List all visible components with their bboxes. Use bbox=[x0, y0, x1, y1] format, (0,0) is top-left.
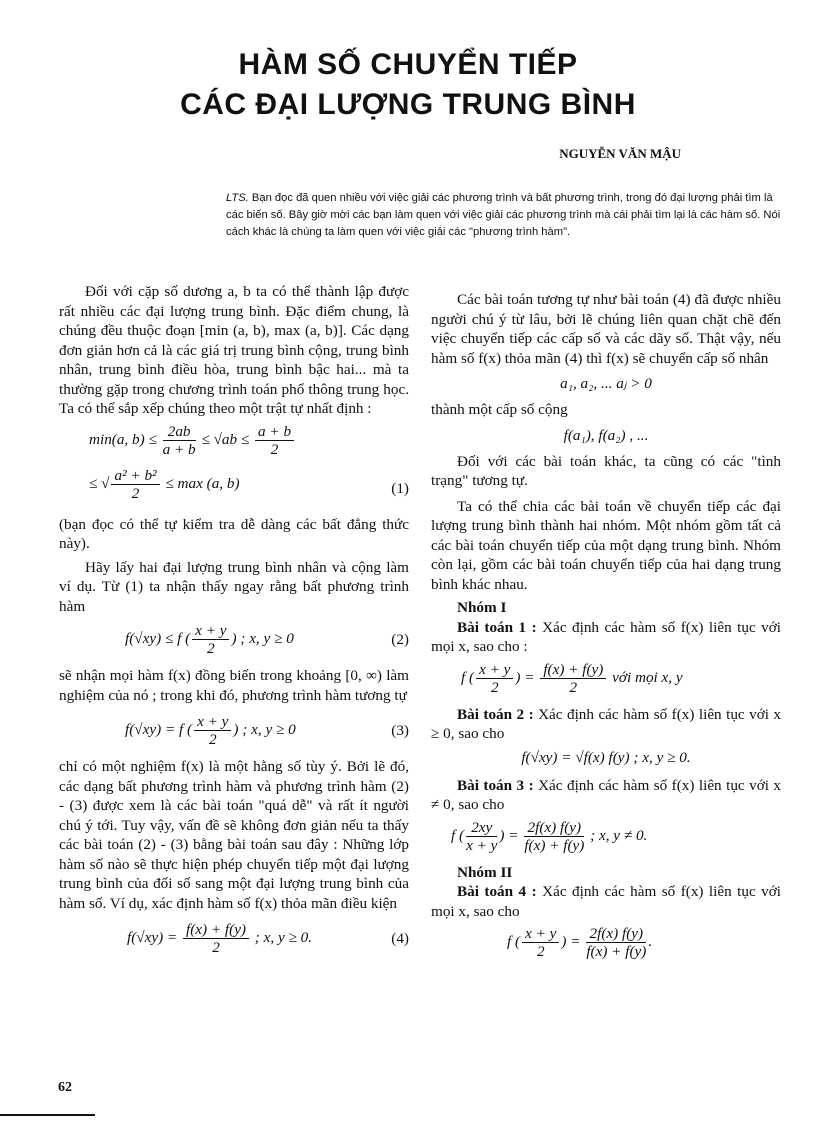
problem-3-equation bbox=[451, 819, 781, 863]
paragraph: thành một cấp số cộng bbox=[431, 401, 568, 418]
editor-note-tag: LTS. bbox=[226, 192, 249, 204]
eq-text: f(√xy) = bbox=[127, 928, 181, 946]
paragraph: Đối với các bài toán khác, ta cũng có các "tình trạng" tương tự. bbox=[431, 452, 781, 489]
eq-text: f(√xy) = f ( bbox=[125, 720, 193, 738]
sequence-geometric bbox=[431, 374, 781, 400]
eq-numerator: x + y bbox=[476, 661, 513, 679]
problem-4-equation bbox=[507, 925, 781, 969]
eq-text: ≤ √ab ≤ bbox=[197, 430, 254, 448]
eq-text: ) ; x, y ≥ 0 bbox=[231, 629, 294, 647]
eq-denominator: 2 bbox=[131, 484, 140, 502]
eq-numerator: x + y bbox=[192, 622, 229, 640]
eq-denominator: x + y bbox=[466, 836, 498, 854]
problem-text: Xác định các hàm số f(x) liên tục với x ≥ 0, sao cho bbox=[431, 705, 781, 742]
eq-numerator: x + y bbox=[194, 713, 231, 731]
author: NGUYỄN VĂN MẬU bbox=[559, 146, 681, 161]
eq-text: ) ; x, y ≥ 0 bbox=[233, 720, 296, 738]
group-heading-2: Nhóm II bbox=[457, 863, 513, 881]
equation-3 bbox=[125, 713, 409, 757]
eq-text: ; x, y ≠ 0. bbox=[586, 826, 648, 844]
eq-text: min(a, b) ≤ bbox=[89, 430, 161, 448]
article-title-line2: CÁC ĐẠI LƯỢNG TRUNG BÌNH bbox=[180, 88, 636, 121]
problem-4 bbox=[431, 882, 781, 921]
eq-numerator: a + b bbox=[255, 423, 294, 441]
paragraph: sẽ nhận mọi hàm f(x) đồng biến trong khoảng [0, ∞) làm nghiệm của nó ; trong khi đó, phương trình hàm tương tự bbox=[59, 667, 409, 704]
equation-1b bbox=[89, 467, 409, 515]
eq-text: ; x, y ≥ 0. bbox=[251, 928, 313, 946]
problem-text: Xác định các hàm số f(x) liên tục với mọi x, sao cho : bbox=[431, 618, 781, 655]
eq-numerator: 2ab bbox=[163, 423, 196, 441]
problem-1 bbox=[431, 618, 781, 657]
group-heading-1: Nhóm I bbox=[457, 599, 507, 616]
article-title-line1: HÀM SỐ CHUYỂN TIẾP bbox=[238, 48, 578, 81]
paragraph: Đối với cặp số dương a, b ta có thể thành lập được rất nhiều các đại lượng trung bình. Đặc điểm chung, là chúng đều thuộc đoạn [min (a, b), max (a, b)]. Các dạng đơn giản hơn cả là các giá trị trung bình cộng, trung bình nhân, trung bình điều hòa, trung bình bậc hai... mà ta thường gặp trong chương trình toán phổ thông trung học. Ta có thể sắp xếp chúng theo một trật tự nhất định : bbox=[59, 283, 409, 417]
problem-label: Bài toán 4 : bbox=[457, 883, 537, 900]
eq-numerator: a² + b² bbox=[111, 467, 159, 485]
editor-note-text: Bạn đọc đã quen nhiều với việc giải các phương trình và bất phương trình, trong đó đại lượng phải tìm là các biến số. Bây giờ mời các bạn làm quen với việc giải các phương trình mà cái phải tìm lại là các hàm số. Nói cách khác là chúng ta làm quen với việc giải các "phương trình hàm". bbox=[226, 192, 781, 238]
paragraph: Ta có thể chia các bài toán về chuyển tiếp các đại lượng trung bình thành hai nhóm. Một nhóm gồm tất cả các bài toán chuyển tiếp của một dạng trung bình. Nhóm còn lại, gồm các bài toán chuyển tiếp của hai dạng trung bình khác nhau. bbox=[431, 497, 781, 593]
problem-2-equation bbox=[431, 748, 781, 776]
problem-text: Xác định các hàm số f(x) liên tục với mọi x, sao cho bbox=[431, 883, 781, 920]
eq-text: f(a₁), f(a₂) , ... bbox=[563, 426, 649, 444]
eq-text: ) = bbox=[515, 668, 539, 686]
editor-note bbox=[226, 190, 786, 241]
equation-number: (4) bbox=[391, 930, 409, 947]
eq-numerator: f(x) + f(y) bbox=[183, 921, 249, 939]
eq-denominator: 2 bbox=[212, 939, 220, 956]
equation-number: (3) bbox=[391, 722, 409, 739]
eq-text: a₁, a₂, ... aⱼ > 0 bbox=[560, 375, 652, 392]
eq-denominator: 2 bbox=[569, 678, 578, 696]
eq-text: f(√xy) ≤ f ( bbox=[125, 629, 191, 647]
problem-1-equation bbox=[461, 661, 781, 705]
eq-denominator: f(x) + f(y) bbox=[524, 836, 585, 854]
equation-1a bbox=[89, 423, 409, 467]
eq-text: ) = bbox=[499, 826, 523, 844]
page-number: 62 bbox=[58, 1080, 72, 1095]
eq-numerator: f(x) + f(y) bbox=[540, 661, 606, 679]
paragraph: Hãy lấy hai đại lượng trung bình nhân và cộng làm ví dụ. Từ (1) ta nhận thấy ngay rằng bất phương trình hàm bbox=[59, 558, 409, 615]
eq-text: f(√xy) = √f(x) f(y) ; x, y ≥ 0. bbox=[521, 748, 691, 766]
eq-denominator: 2 bbox=[270, 440, 279, 458]
left-column bbox=[59, 282, 409, 961]
eq-denominator: a + b bbox=[162, 440, 196, 458]
eq-denominator: 2 bbox=[490, 678, 499, 696]
footer-rule bbox=[0, 1114, 95, 1116]
eq-numerator: 2xy bbox=[466, 819, 497, 837]
eq-text: với mọi x, y bbox=[608, 668, 683, 686]
eq-text: . bbox=[648, 932, 653, 950]
eq-text: f ( bbox=[461, 668, 475, 686]
eq-denominator: 2 bbox=[208, 731, 217, 748]
eq-text: f ( bbox=[507, 932, 521, 950]
eq-numerator: 2f(x) f(y) bbox=[586, 925, 646, 943]
problem-2 bbox=[431, 705, 781, 744]
eq-numerator: x + y bbox=[522, 925, 559, 943]
eq-text: ≤ √ bbox=[89, 474, 110, 492]
equation-number: (2) bbox=[391, 631, 409, 648]
problem-label: Bài toán 1 : bbox=[457, 618, 537, 636]
equation-number: (1) bbox=[391, 479, 409, 497]
paragraph: chỉ có một nghiệm f(x) là một hằng số tùy ý. Bởi lẽ đó, các dạng bất phương trình hàm và phương trình hàm (2) - (3) được xem là các bài toán "quá dễ" và rất ít người chú ý tới. Tuy vậy, vấn đề sẽ không đơn giản nếu ta thấy các bài toán (2) - (3) bằng bài toán sau đây : Những lớp hàm số nào sẽ thực hiện phép chuyển tiếp một đại lượng trung bình của đối số sang một đại lượng trung bình của hàm số. Ví dụ, xác định hàm số f(x) thỏa mãn điều kiện bbox=[59, 758, 409, 912]
sequence-arithmetic bbox=[431, 426, 781, 452]
eq-text: ) = bbox=[561, 932, 585, 950]
eq-numerator: 2f(x) f(y) bbox=[524, 819, 584, 837]
problem-label: Bài toán 2 : bbox=[457, 705, 534, 723]
problem-label: Bài toán 3 : bbox=[457, 776, 534, 794]
right-column bbox=[431, 290, 781, 969]
eq-denominator: 2 bbox=[207, 640, 215, 657]
eq-denominator: f(x) + f(y) bbox=[586, 943, 647, 960]
eq-text: ≤ max (a, b) bbox=[161, 474, 240, 492]
equation-4 bbox=[127, 921, 409, 961]
problem-text: Xác định các hàm số f(x) liên tục với x ≠ 0, sao cho bbox=[431, 776, 781, 813]
equation-2 bbox=[125, 622, 409, 666]
paragraph: Các bài toán tương tự như bài toán (4) đã được nhiều người chú ý từ lâu, bởi lẽ chúng liên quan chặt chẽ đến việc chuyển tiếp các cấp số và các dãy số. Thật vậy, nếu hàm số f(x) thỏa mãn (4) thì f(x) sẽ chuyển cấp số nhân bbox=[431, 291, 781, 367]
problem-3 bbox=[431, 776, 781, 815]
eq-text: f ( bbox=[451, 826, 465, 844]
eq-denominator: 2 bbox=[536, 943, 545, 960]
paragraph: (bạn đọc có thể tự kiểm tra dễ dàng các bất đẳng thức này). bbox=[59, 515, 409, 552]
